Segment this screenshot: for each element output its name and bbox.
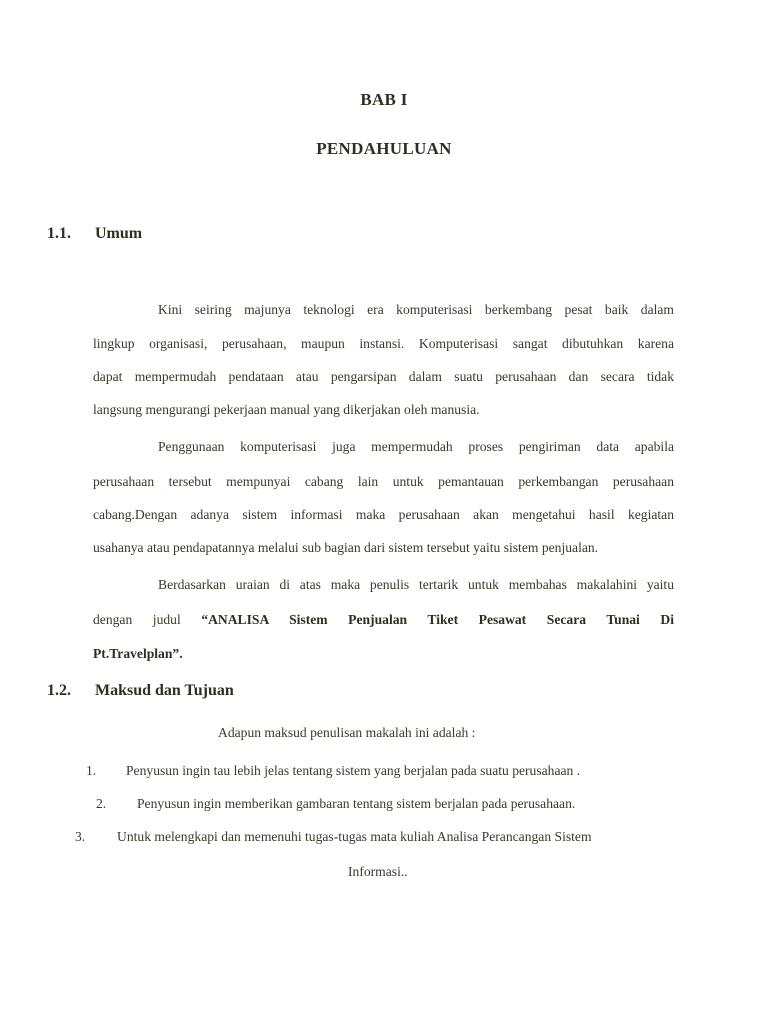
list-item-1-number: 1. [86,763,97,778]
section-heading-maksud [47,682,447,702]
list-item-3-continuation: Informasi.. [348,864,408,879]
paragraph-1-line-4: langsung mengurangi pekerjaan manual yang dikerjakan oleh manusia. [93,402,480,417]
list-item-3-text: Untuk melengkapi dan memenuhi tugas-tugas mata kuliah Analisa Perancangan Sistem [117,829,592,844]
purpose-intro: Adapun maksud penulisan makalah ini adalah : [218,725,476,740]
paragraph-1-line-1: Kini seiring majunya teknologi era komputerisasi berkembang pesat baik dalam [158,302,674,317]
paragraph-2-line-4: usahanya atau pendapatannya melalui sub bagian dari sistem tersebut yaitu sistem penjualan. [93,540,599,555]
list-item-2-text: Penyusun ingin memberikan gambaran tentang sistem berjalan pada perusahaan. [137,796,576,811]
list-item-2-number: 2. [96,796,107,811]
paragraph-3-line-2 [93,612,674,628]
paragraph-3-prefix: dengan judul [93,612,181,627]
paragraph-3-line-1: Berdasarkan uraian di atas maka penulis tertarik untuk membahas makalahini yaitu [158,577,674,592]
paragraph-2-line-3: cabang.Dengan adanya sistem informasi maka perusahaan akan mengetahui hasil kegiatan [93,507,674,522]
report-title-part-1: “ANALISA Sistem Penjualan Tiket Pesawat Secara Tunai Di [201,612,674,627]
paragraph-2-line-2: perusahaan tersebut mempunyai cabang lain untuk pemantauan perkembangan perusahaan [93,474,674,489]
paragraph-3-line-3 [93,646,674,662]
section-title: Maksud dan Tujuan [95,682,234,699]
report-title-part-2: Pt.Travelplan”. [93,646,183,661]
section-heading-umum [47,225,347,245]
chapter-name: PENDAHULUAN [316,139,452,158]
section-number: 1.2. [47,682,71,699]
section-number: 1.1. [47,225,71,242]
list-item-1-text: Penyusun ingin tau lebih jelas tentang sistem yang berjalan pada suatu perusahaan . [126,763,581,778]
section-title: Umum [95,225,143,242]
paragraph-1-line-2: lingkup organisasi, perusahaan, maupun instansi. Komputerisasi sangat dibutuhkan karena [93,336,674,351]
chapter-title: BAB I [360,90,408,109]
list-item-3-number: 3. [75,829,86,844]
paragraph-1-line-3: dapat mempermudah pendataan atau pengarsipan dalam suatu perusahaan dan secara tidak [93,369,674,384]
paragraph-2-line-1: Penggunaan komputerisasi juga mempermudah proses pengiriman data apabila [158,439,674,454]
